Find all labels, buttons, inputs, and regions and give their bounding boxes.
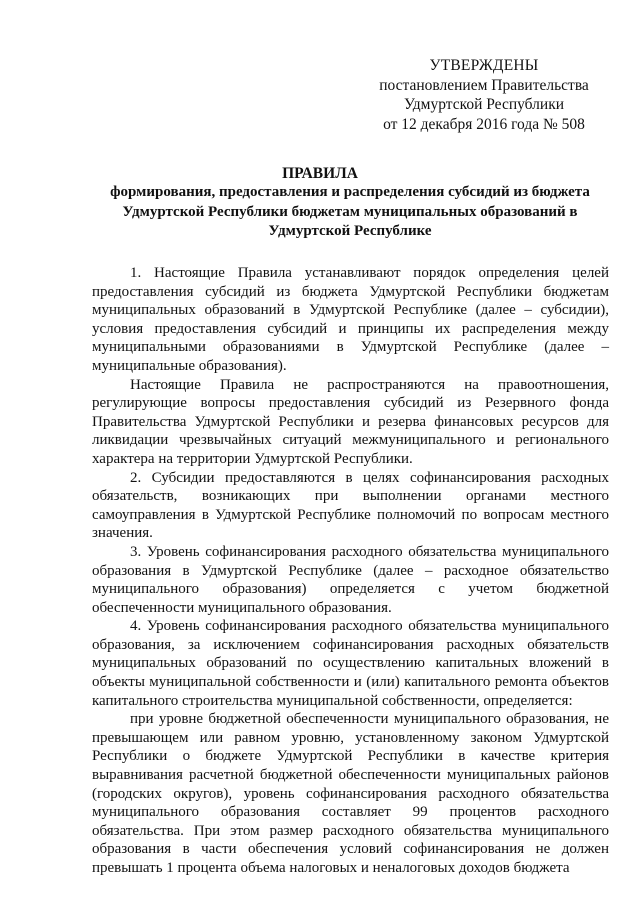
approval-heading: УТВЕРЖДЕНЫ bbox=[429, 57, 539, 74]
approval-line-2: Удмуртской Республики bbox=[403, 96, 565, 113]
approval-line-1: постановлением Правительства bbox=[379, 76, 589, 94]
paragraph-5: 4. Уровень софинансирования расходного обязательства муниципального образования, за исключением софинансирования расходных обязательств муниципальных образований по осуществлению капитальных вложений в объекты муниципальной собственности и (или) капитального ремонта объектов капитального строительства муниципальной собственности, определяется: bbox=[92, 618, 609, 709]
approval-line-3: от 12 декабря 2016 года № 508 bbox=[383, 115, 585, 133]
paragraph-6: при уровне бюджетной обеспеченности муниципального образования, не превышающем или равном уровню, установленному законом Удмуртской Республики о бюджете Удмуртской Республики в качестве критерия выравнивания расчетной бюджетной обеспеченности муниципальных районов (городских округов), уровень софинансирования расходного обязательства муниципального образования составляет 99 процентов расходного обязательства. При этом размер расходного обязательства муниципального образования в части обеспечения условий софинансирования не должен превышать 1 процента объема налоговых и неналоговых доходов бюджета bbox=[92, 711, 609, 876]
document-subtitle: формирования, предоставления и распределения субсидий из бюджета Удмуртской Республики бюджетам муниципальных образований в Удмуртской Республике bbox=[110, 184, 590, 239]
paragraph-4: 3. Уровень софинансирования расходного обязательства муниципального образования в Удмуртской Республике (далее – расходное обязательство муниципального образования) определяется с учетом бюджетной обеспеченности муниципального образования. bbox=[92, 543, 609, 616]
paragraph-1: 1. Настоящие Правила устанавливают порядок определения целей предоставления субсидий из бюджета Удмуртской Республики бюджетам муниципальных образований в Удмуртской Республике (далее – субсидии), условия предоставления субсидий и принципы их распределения между муниципальными образованиями в Удмуртской Республике (далее – муниципальные образования). bbox=[92, 265, 609, 374]
paragraph-2: Настоящие Правила не распространяются на правоотношения, регулирующие вопросы предоставления субсидий из Резервного фонда Правительства Удмуртской Республики и резерва финансовых ресурсов для ликвидации чрезвычайных ситуаций межмуниципального и регионального характера на территории Удмуртской Республики. bbox=[92, 376, 609, 467]
approval-stamp bbox=[364, 56, 604, 134]
document-title: ПРАВИЛА bbox=[282, 165, 358, 182]
paragraph-3: 2. Субсидии предоставляются в целях софинансирования расходных обязательств, возникающих при выполнении органами местного самоуправления в Удмуртской Республике полномочий по вопросам местного значения. bbox=[92, 469, 609, 542]
document-body bbox=[92, 264, 609, 878]
